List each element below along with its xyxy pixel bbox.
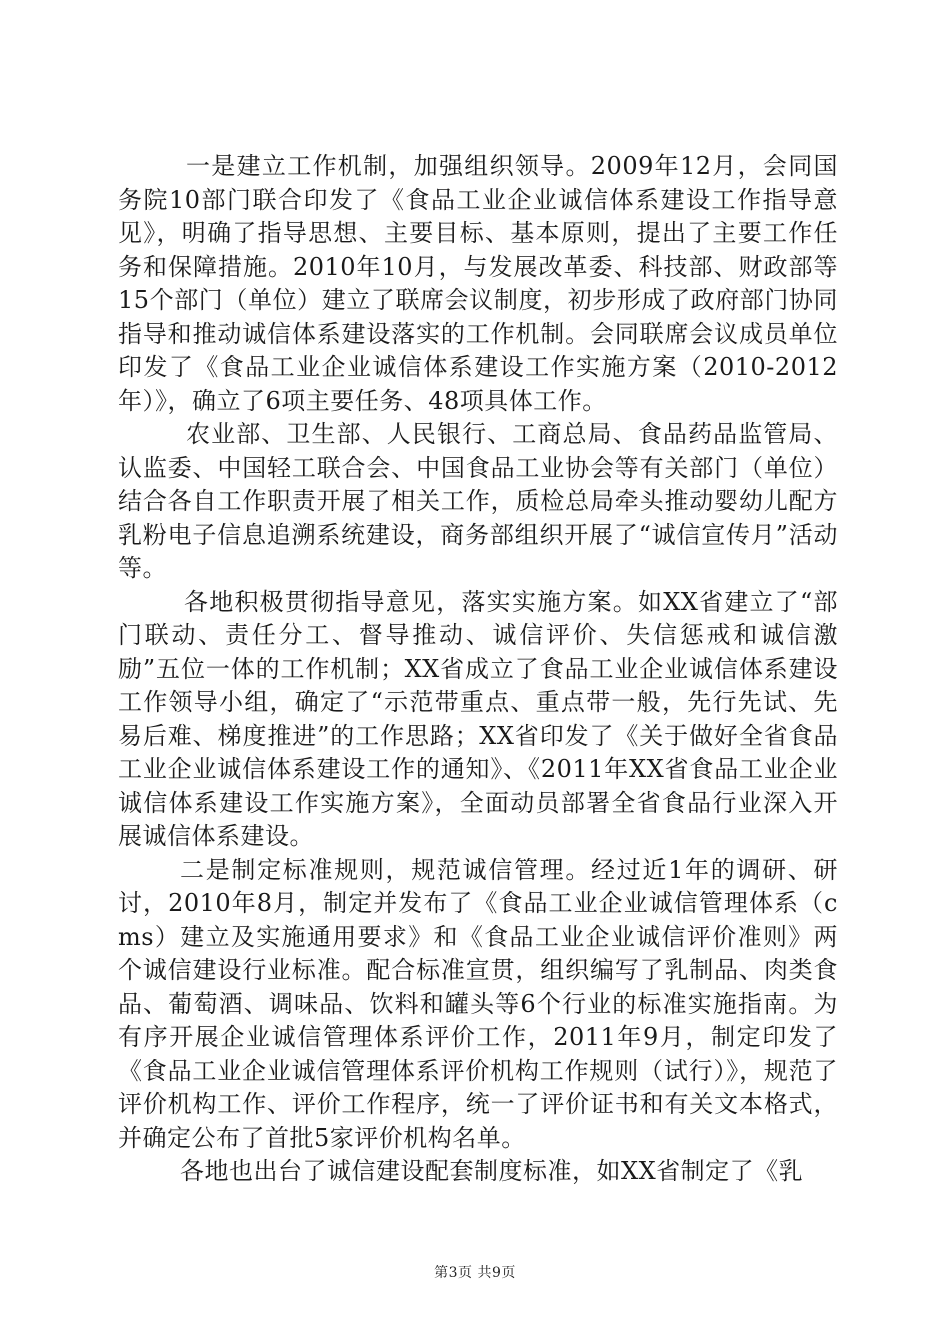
paragraph-departments: 农业部、卫生部、人民银行、工商总局、食品药品监管局、认监委、中国轻工联合会、中国食品工业协会等有关部门（单位）结合各自工作职责开展了相关工作，质检总局牵头推动婴幼儿配方乳粉电子信息追溯系统建设，商务部组织开展了“诚信宣传月”活动等。 (118, 420, 838, 582)
paragraph-work-mechanism: 一是建立工作机制，加强组织领导。2009年12月，会同国务院10部门联合印发了《食品工业企业诚信体系建设工作指导意见》，明确了指导思想、主要目标、基本原则，提出了主要工作任务和保障措施。2010年10月，与发展改革委、科技部、财政部等15个部门（单位）建立了联席会议制度，初步形成了政府部门协同指导和推动诚信体系建设落实的工作机制。会同联席会议成员单位印发了《食品工业企业诚信体系建设工作实施方案（2010-2012年）》，确立了6项主要任务、48项具体工作。 (118, 152, 838, 415)
page-number-footer: 第3页 共9页 (434, 1265, 516, 1281)
paragraph-local-implementation: 各地积极贯彻指导意见，落实实施方案。如XX省建立了“部门联动、责任分工、督导推动、诚信评价、失信惩戒和诚信激励”五位一体的工作机制；XX省成立了食品工业企业诚信体系建设工作领导小组，确定了“示范带重点、重点带一般，先行先试、先易后难、梯度推进”的工作思路；XX省印发了《关于做好全省食品工业企业诚信体系建设工作的通知》、《2011年XX省食品工业企业诚信体系建设工作实施方案》，全面动员部署全省食品行业深入开展诚信体系建设。 (118, 587, 838, 850)
paragraph-standards: 二是制定标准规则，规范诚信管理。经过近1年的调研、研讨，2010年8月，制定并发布了《食品工业企业诚信管理体系（cms）建立及实施通用要求》和《食品工业企业诚信评价准则》两个诚信建设行业标准。配合标准宣贯，组织编写了乳制品、肉类食品、葡萄酒、调味品、饮料和罐头等6个行业的标准实施指南。为有序开展企业诚信管理体系评价工作，2011年9月，制定印发了《食品工业企业诚信管理体系评价机构工作规则（试行）》，规范了评价机构工作、评价工作程序，统一了评价证书和有关文本格式，并确定公布了首批5家评价机构名单。 (118, 855, 838, 1152)
document-body (118, 150, 838, 1189)
paragraph-local-standards: 各地也出台了诚信建设配套制度标准，如XX省制定了《乳 (180, 1157, 804, 1185)
